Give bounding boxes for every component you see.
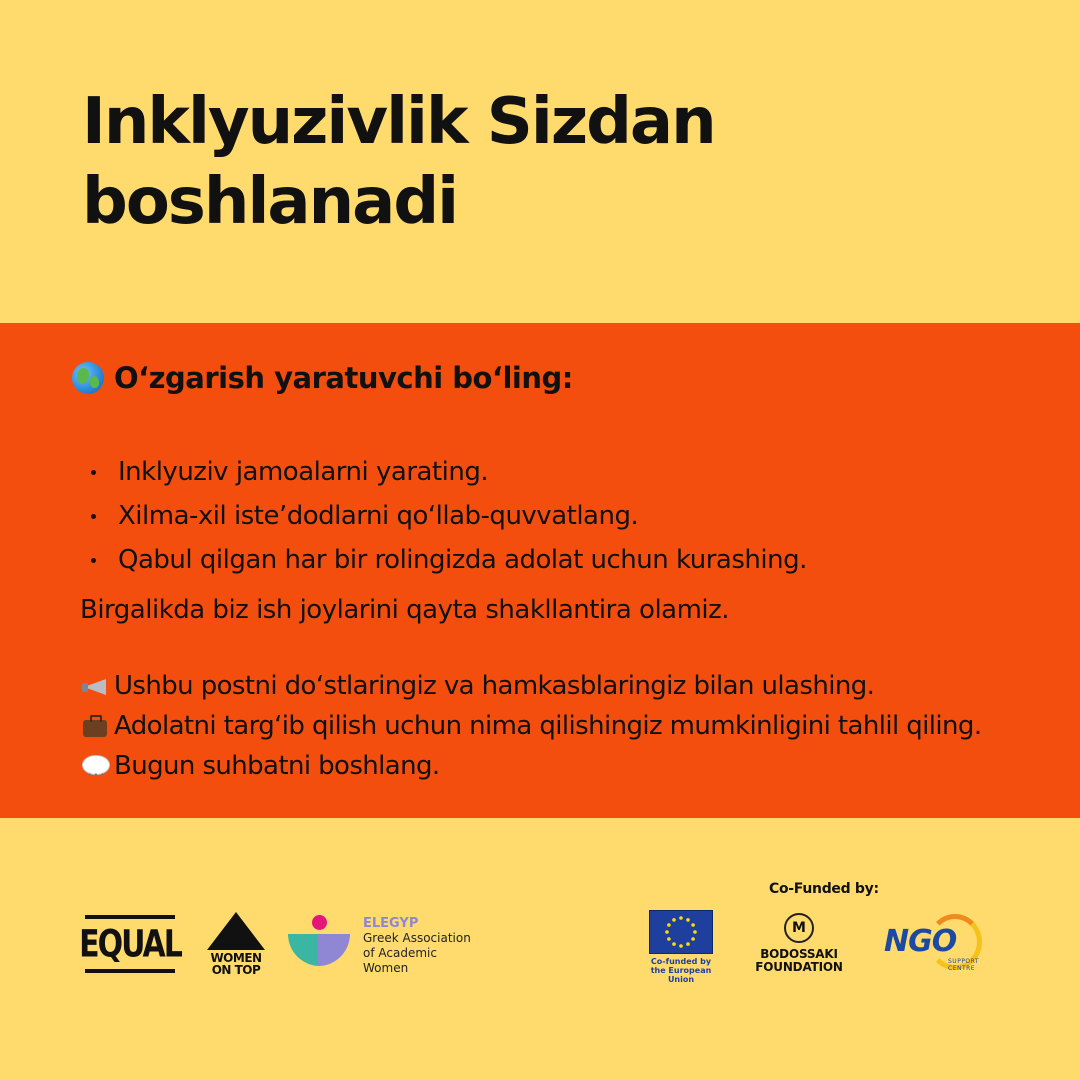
section-heading-text: O‘zgarish yaratuvchi bo‘ling: <box>114 361 573 395</box>
eu-caption-line-1: Co-funded by <box>650 957 712 966</box>
page-title <box>82 82 982 242</box>
bodossaki-line-1: BODOSSAKI <box>760 947 838 961</box>
bodossaki-logo <box>748 913 850 974</box>
megaphone-icon <box>80 671 110 701</box>
triangle-icon <box>207 912 265 950</box>
action-text: Adolatni targ‘ib qilish uchun nima qilishingiz mumkinligini tahlil qiling. <box>114 711 982 741</box>
speech-bubble-icon <box>80 751 110 781</box>
elegyp-name: ELEGYP <box>363 916 419 931</box>
ngo-word: NGO <box>884 924 957 959</box>
ngo-support-centre-logo <box>884 914 1000 974</box>
list-item: Inklyuziv jamoalarni yarating. <box>88 450 807 494</box>
action-item-analyze <box>80 706 981 746</box>
action-item-start <box>80 746 981 786</box>
equal-logo-text: EQUAL <box>79 922 181 966</box>
action-text: Ushbu postni do‘stlaringiz va hamkasblaringiz bilan ulashing. <box>114 671 875 701</box>
elegyp-mark-icon <box>288 914 350 970</box>
title-line-1: Inklyuzivlik Sizdan <box>82 85 715 159</box>
women-on-top-line-2: ON TOP <box>211 963 261 977</box>
bodossaki-emblem-icon: M <box>784 913 814 943</box>
bodossaki-line-2: FOUNDATION <box>755 960 843 974</box>
eu-caption-line-2: the European Union <box>650 966 712 984</box>
elegyp-line-2: of Academic <box>363 946 437 960</box>
list-item: Qabul qilgan har bir rolingizda adolat uchun kurashing. <box>88 538 807 582</box>
cofunded-label: Co-Funded by: <box>769 881 879 897</box>
elegyp-line-3: Women <box>363 961 409 975</box>
eu-logo <box>641 910 721 984</box>
bullet-list <box>88 450 807 582</box>
eu-flag-icon <box>649 910 713 954</box>
women-on-top-line-1: WOMEN <box>210 951 262 965</box>
together-text: Birgalikda biz ish joylarini qayta shakllantira olamiz. <box>80 595 730 625</box>
action-list <box>80 666 981 786</box>
ngo-sub: SUPPORT CENTRE <box>948 958 980 972</box>
action-item-share <box>80 666 981 706</box>
women-on-top-logo <box>205 912 267 978</box>
elegyp-line-1: Greek Association <box>363 931 471 945</box>
list-item: Xilma-xil iste’dodlarni qo‘llab-quvvatlang. <box>88 494 807 538</box>
equal-logo <box>79 915 181 973</box>
globe-icon <box>72 362 104 394</box>
action-text: Bugun suhbatni boshlang. <box>114 751 440 781</box>
section-heading <box>72 361 573 395</box>
title-line-2: boshlanadi <box>82 165 458 239</box>
briefcase-icon <box>80 711 110 741</box>
